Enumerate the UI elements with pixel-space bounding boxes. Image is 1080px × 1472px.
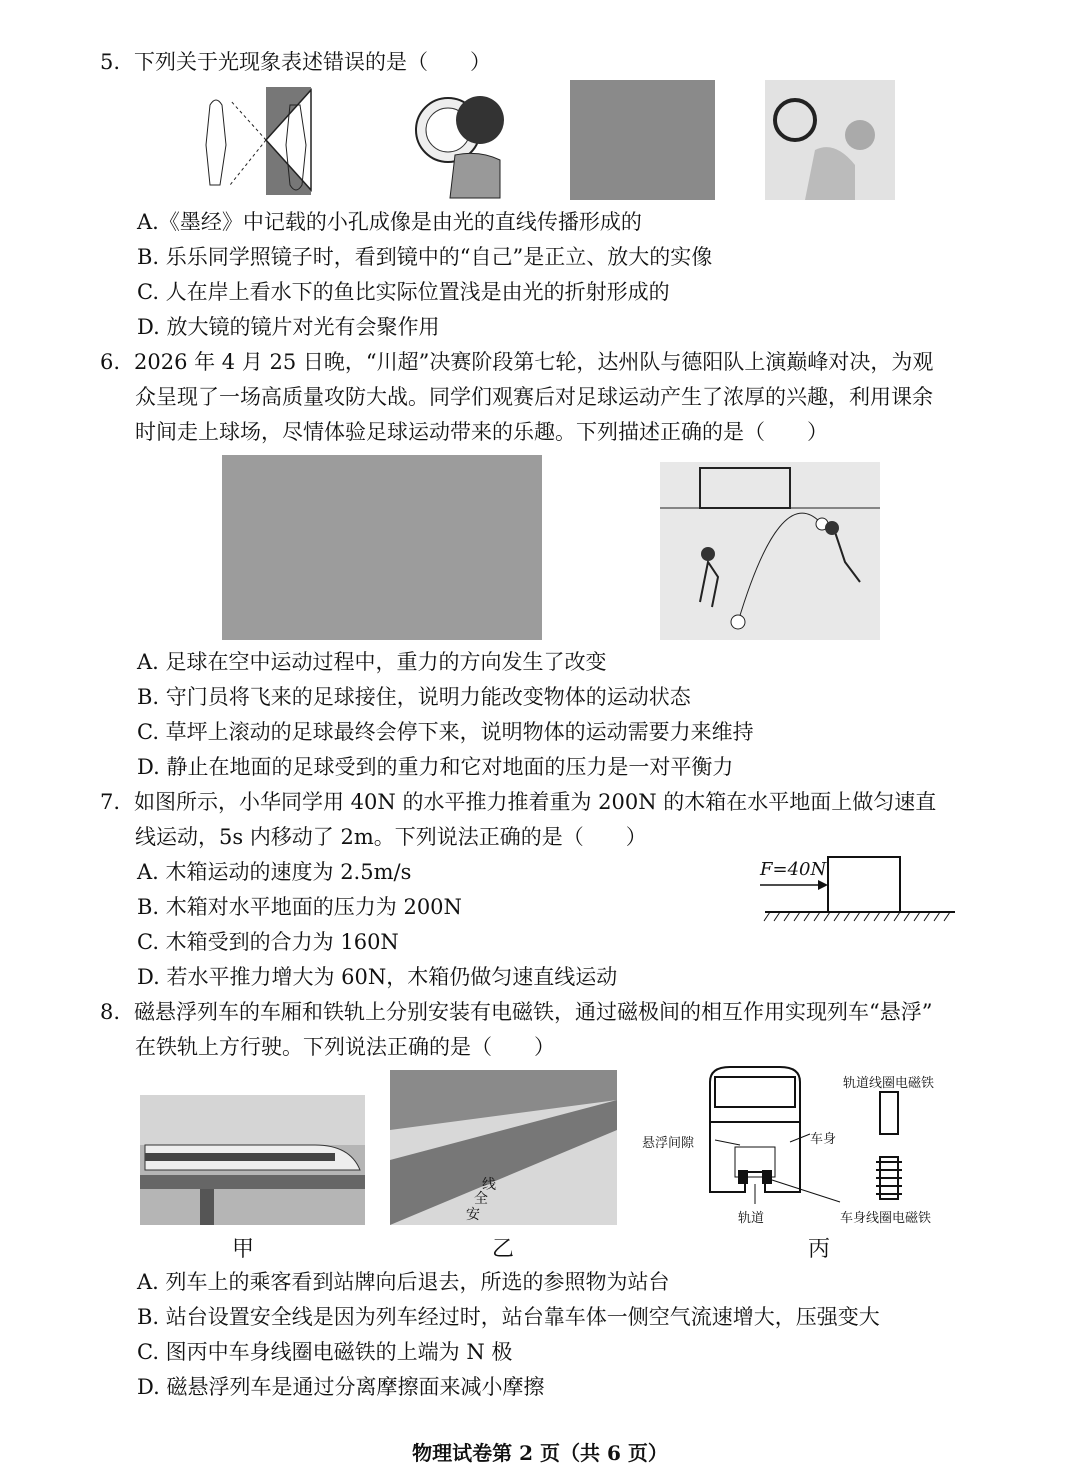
safety-line-char-3: 安 [466,1207,480,1223]
caption-jia: 甲 [232,1237,255,1262]
label-track-coil: 轨道线圈电磁铁 [843,1076,935,1091]
q6-option-b: B. 守门员将飞来的足球接住，说明力能改变物体的运动状态 [137,685,691,709]
q7-option-c: C. 木箱受到的合力为 160N [137,930,399,954]
q6-stem-line-2: 众呈现了一场高质量攻防大战。同学们观赛后对足球运动产生了浓厚的兴趣，利用课余 [135,385,933,409]
label-body: 车身 [810,1132,837,1147]
q8-option-c: C. 图丙中车身线圈电磁铁的上端为 N 极 [137,1340,513,1364]
q7-option-a: A. 木箱运动的速度为 2.5m/s [137,860,412,884]
label-track: 轨道 [738,1211,765,1226]
soccer-drawing [660,462,880,640]
q8-option-b: B. 站台设置安全线是因为列车经过时，站台靠车体一侧空气流速增大，压强变大 [137,1305,880,1329]
force-label: F=40N [760,859,827,880]
caption-yi: 乙 [492,1237,515,1262]
q6-option-a: A. 足球在空中运动过程中，重力的方向发生了改变 [137,650,607,674]
pinhole-figure [190,85,340,200]
q7-option-d: D. 若水平推力增大为 60N，木箱仍做匀速直线运动 [137,965,618,989]
q5-option-b: B. 乐乐同学照镜子时，看到镜中的“自己”是正立、放大的实像 [137,245,713,269]
q7-stem-line-2: 线运动，5s 内移动了 2m。下列说法正确的是（ ） [135,825,647,849]
q8-option-a: A. 列车上的乘客看到站牌向后退去，所选的参照物为站台 [137,1270,670,1294]
q5-stem: 5. 下列关于光现象表述错误的是（ ） [100,50,491,74]
soccer-match-photo [222,455,542,640]
maglev-diagram [640,1062,950,1232]
q5-option-a: A.《墨经》中记载的小孔成像是由光的直线传播形成的 [137,210,642,234]
label-gap: 悬浮间隙 [642,1136,695,1151]
q6-stem-line-3: 时间走上球场，尽情体验足球运动带来的乐趣。下列描述正确的是（ ） [135,420,828,444]
magnifier-figure [765,80,895,200]
label-body-coil: 车身线圈电磁铁 [840,1211,932,1226]
fish-photo [570,80,715,200]
mirror-figure [410,85,510,200]
maglev-train-photo [140,1095,365,1225]
box-force-diagram [760,855,960,925]
safety-line-char-2: 全 [474,1191,488,1207]
q6-stem-line-1: 6. 2026 年 4 月 25 日晚，“川超”决赛阶段第七轮，达州队与德阳队上演巅峰对决，为观 [100,350,934,374]
safety-line-char-1: 线 [482,1177,496,1193]
platform-photo [390,1070,617,1225]
page-footer: 物理试卷第 2 页（共 6 页） [412,1441,668,1465]
q7-option-b: B. 木箱对水平地面的压力为 200N [137,895,462,919]
caption-bing: 丙 [808,1237,831,1262]
q7-stem-line-1: 7. 如图所示，小华同学用 40N 的水平推力推着重为 200N 的木箱在水平地面上做匀速直 [100,790,937,814]
q8-option-d: D. 磁悬浮列车是通过分离摩擦面来减小摩擦 [137,1375,545,1399]
q5-option-c: C. 人在岸上看水下的鱼比实际位置浅是由光的折射形成的 [137,280,670,304]
q8-stem-line-2: 在铁轨上方行驶。下列说法正确的是（ ） [135,1035,555,1059]
q8-stem-line-1: 8. 磁悬浮列车的车厢和铁轨上分别安装有电磁铁，通过磁极间的相互作用实现列车“悬浮” [100,1000,933,1024]
q5-option-d: D. 放大镜的镜片对光有会聚作用 [137,315,440,339]
q6-option-d: D. 静止在地面的足球受到的重力和它对地面的压力是一对平衡力 [137,755,734,779]
q6-option-c: C. 草坪上滚动的足球最终会停下来，说明物体的运动需要力来维持 [137,720,754,744]
